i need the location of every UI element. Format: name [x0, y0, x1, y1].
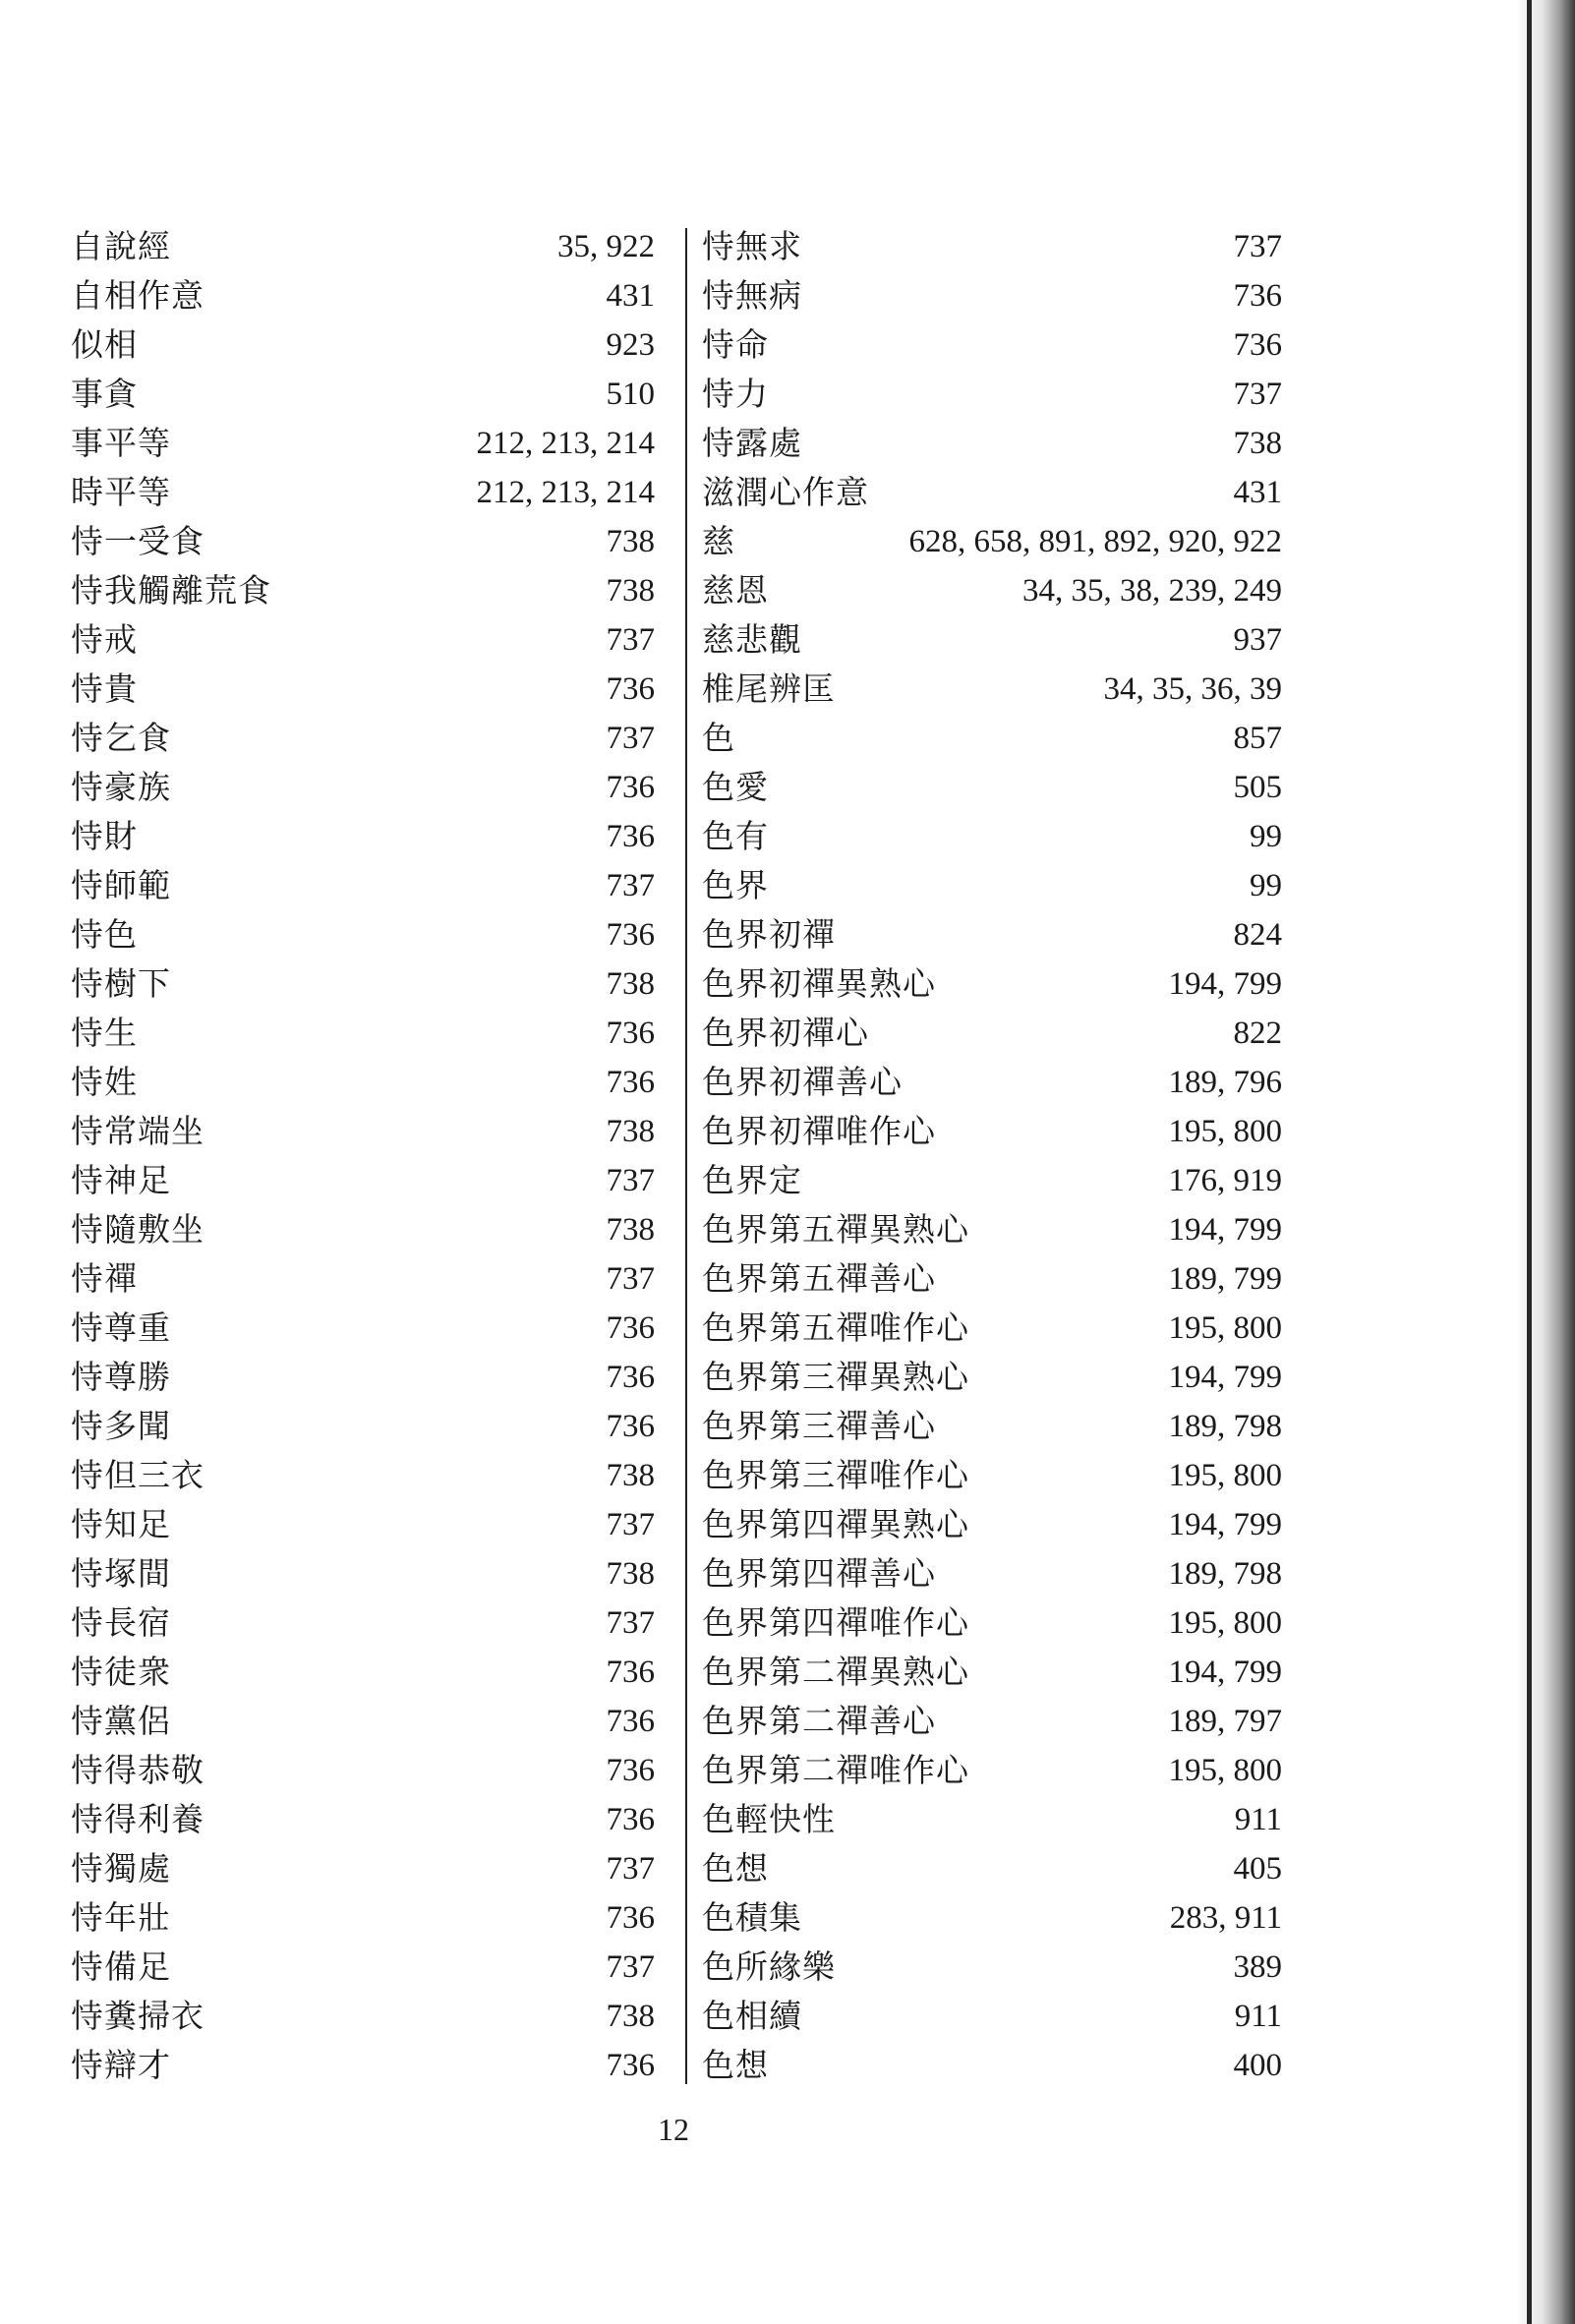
- index-entry: [71, 1304, 655, 1353]
- index-pages: 189, 798: [1168, 1556, 1282, 1592]
- index-pages: 736: [606, 1016, 655, 1051]
- index-term: 色界第三禪善心: [702, 1407, 936, 1445]
- index-entry: [702, 566, 1282, 615]
- index-pages: 195, 800: [1168, 1458, 1282, 1493]
- index-pages: 195, 800: [1168, 1605, 1282, 1641]
- index-pages: 736: [1233, 327, 1282, 363]
- index-term: 恃但三衣: [71, 1456, 204, 1494]
- index-pages: 505: [1233, 770, 1282, 805]
- index-term: 恃年壯: [71, 1898, 171, 1937]
- index-entry: [702, 517, 1282, 566]
- index-entry: [71, 615, 655, 665]
- index-term: 恃長宿: [71, 1603, 171, 1642]
- index-entry: [71, 665, 655, 714]
- index-entry: [702, 468, 1282, 517]
- index-entry: [71, 1598, 655, 1648]
- index-entry: [71, 1943, 655, 1992]
- index-pages: 736: [1233, 278, 1282, 314]
- index-column-left: [71, 222, 655, 2090]
- index-pages: 189, 797: [1168, 1704, 1282, 1739]
- index-pages: 857: [1233, 721, 1282, 756]
- index-term: 恃多聞: [71, 1407, 171, 1445]
- index-pages: 35, 922: [557, 229, 655, 264]
- index-term: 色: [702, 719, 735, 757]
- index-pages: 737: [606, 1261, 655, 1297]
- index-term: 恃姓: [71, 1063, 138, 1101]
- index-term: 恃糞掃衣: [71, 1997, 204, 2035]
- index-term: 慈悲觀: [702, 620, 802, 659]
- index-term: 色界第四禪異熟心: [702, 1505, 969, 1543]
- index-pages: 737: [606, 1605, 655, 1641]
- index-pages: 824: [1233, 917, 1282, 953]
- index-term: 色界第五禪唯作心: [702, 1308, 969, 1347]
- index-term: 事貪: [71, 375, 138, 413]
- index-pages: 738: [606, 573, 655, 609]
- index-pages: 738: [1233, 426, 1282, 461]
- index-column-right: [702, 222, 1282, 2090]
- index-pages: 510: [606, 377, 655, 412]
- index-entry: [71, 1107, 655, 1156]
- index-pages: 736: [606, 1900, 655, 1936]
- index-entry: [71, 1353, 655, 1402]
- index-term: 色界初禪心: [702, 1014, 869, 1052]
- index-entry: [71, 1893, 655, 1943]
- index-term: 恃獨處: [71, 1849, 171, 1888]
- index-term: 恃貴: [71, 669, 138, 708]
- index-term: 色所緣樂: [702, 1947, 836, 1986]
- index-term: 恃知足: [71, 1505, 171, 1543]
- index-term: 恃我觸離荒食: [71, 571, 271, 610]
- index-entry: [71, 812, 655, 861]
- index-pages: 736: [606, 1310, 655, 1346]
- index-pages: 431: [1233, 475, 1282, 510]
- index-term: 色相續: [702, 1997, 802, 2035]
- index-term: 恃師範: [71, 866, 171, 904]
- index-pages: 736: [606, 1704, 655, 1739]
- index-entry: [702, 320, 1282, 370]
- index-term: 恃無病: [702, 276, 802, 315]
- index-entry: [702, 1500, 1282, 1549]
- index-entry: [702, 271, 1282, 320]
- index-entry: [71, 1746, 655, 1795]
- index-entry: [702, 665, 1282, 714]
- index-term: 滋潤心作意: [702, 473, 869, 511]
- index-entry: [71, 1844, 655, 1893]
- index-pages: 736: [606, 1655, 655, 1690]
- index-term: 似相: [71, 325, 138, 364]
- index-term: 色界第二禪唯作心: [702, 1751, 969, 1789]
- index-term: 恃得利養: [71, 1800, 204, 1838]
- index-entry: [702, 1058, 1282, 1107]
- index-term: 色輕快性: [702, 1800, 836, 1838]
- index-entry: [71, 861, 655, 910]
- index-entry: [702, 1549, 1282, 1598]
- index-pages: 738: [606, 966, 655, 1002]
- index-entry: [702, 1697, 1282, 1746]
- index-term: 恃露處: [702, 424, 802, 462]
- index-term: 色愛: [702, 768, 769, 806]
- index-term: 恃黨侶: [71, 1702, 171, 1740]
- index-pages: 736: [606, 1753, 655, 1788]
- index-entry: [71, 1648, 655, 1697]
- index-entry: [71, 517, 655, 566]
- index-pages: 736: [606, 917, 655, 953]
- index-entry: [702, 1254, 1282, 1304]
- index-term: 色界定: [702, 1161, 802, 1199]
- index-pages: 737: [606, 1507, 655, 1542]
- index-term: 恃一受食: [71, 522, 204, 560]
- index-pages: 736: [606, 2048, 655, 2083]
- index-term: 色想: [702, 1849, 769, 1888]
- index-term: 色積集: [702, 1898, 802, 1937]
- index-entry: [71, 959, 655, 1009]
- index-term: 恃得恭敬: [71, 1751, 204, 1789]
- index-term: 恃戒: [71, 620, 138, 659]
- index-term: 恃樹下: [71, 964, 171, 1003]
- index-entry: [71, 1697, 655, 1746]
- index-entry: [702, 2041, 1282, 2090]
- page-edge-shadow: [1516, 0, 1575, 2324]
- index-entry: [71, 1549, 655, 1598]
- index-entry: [71, 370, 655, 419]
- index-entry: [71, 1009, 655, 1058]
- index-pages: 195, 800: [1168, 1753, 1282, 1788]
- index-entry: [702, 763, 1282, 812]
- index-entry: [71, 271, 655, 320]
- index-entry: [71, 1156, 655, 1205]
- index-pages: 937: [1233, 622, 1282, 658]
- index-term: 恃尊勝: [71, 1358, 171, 1396]
- index-term: 時平等: [71, 473, 171, 511]
- index-term: 色界第五禪異熟心: [702, 1210, 969, 1249]
- index-term: 恃徒衆: [71, 1653, 171, 1691]
- index-term: 色界第五禪善心: [702, 1259, 936, 1298]
- index-entry: [702, 812, 1282, 861]
- index-entry: [702, 1598, 1282, 1648]
- index-pages: 736: [606, 1065, 655, 1100]
- index-entry: [71, 1992, 655, 2041]
- index-entry: [702, 1943, 1282, 1992]
- index-term: 恃常端坐: [71, 1112, 204, 1150]
- index-entry: [71, 2041, 655, 2090]
- index-entry: [702, 1009, 1282, 1058]
- index-entry: [71, 1205, 655, 1254]
- index-entry: [71, 1254, 655, 1304]
- index-entry: [71, 566, 655, 615]
- index-pages: 194, 799: [1168, 1212, 1282, 1248]
- index-pages: 212, 213, 214: [476, 475, 655, 510]
- index-pages: 176, 919: [1168, 1163, 1282, 1198]
- index-pages: 738: [606, 1212, 655, 1248]
- index-pages: 195, 800: [1168, 1114, 1282, 1149]
- index-pages: 822: [1233, 1016, 1282, 1051]
- index-term: 色界: [702, 866, 769, 904]
- index-term: 色界初禪善心: [702, 1063, 903, 1101]
- index-pages: 737: [606, 721, 655, 756]
- index-term: 色想: [702, 2046, 769, 2084]
- index-entry: [702, 370, 1282, 419]
- index-term: 恃備足: [71, 1947, 171, 1986]
- index-entry: [702, 1304, 1282, 1353]
- index-pages: 736: [606, 1802, 655, 1837]
- index-entry: [71, 763, 655, 812]
- index-pages: 738: [606, 524, 655, 559]
- index-term: 色界第四禪善心: [702, 1554, 936, 1593]
- index-pages: 195, 800: [1168, 1310, 1282, 1346]
- index-entry: [702, 1451, 1282, 1500]
- index-pages: 737: [606, 622, 655, 658]
- index-entry: [702, 1107, 1282, 1156]
- index-term: 恃無求: [702, 227, 802, 265]
- index-term: 慈恩: [702, 571, 769, 610]
- index-term: 自說經: [71, 227, 171, 265]
- index-pages: 405: [1233, 1851, 1282, 1887]
- index-pages: 736: [606, 819, 655, 854]
- index-pages: 431: [606, 278, 655, 314]
- index-pages: 923: [606, 327, 655, 363]
- index-entry: [71, 1795, 655, 1844]
- index-term: 色有: [702, 817, 769, 855]
- index-term: 自相作意: [71, 276, 204, 315]
- index-term: 恃豪族: [71, 768, 171, 806]
- index-entry: [702, 910, 1282, 959]
- index-entry: [702, 1402, 1282, 1451]
- index-entry: [702, 615, 1282, 665]
- index-entry: [71, 714, 655, 763]
- index-entry: [71, 320, 655, 370]
- page-number: 12: [658, 2112, 689, 2147]
- index-pages: 194, 799: [1168, 1507, 1282, 1542]
- index-entry: [702, 959, 1282, 1009]
- index-entry: [702, 1844, 1282, 1893]
- index-pages: 189, 798: [1168, 1409, 1282, 1444]
- index-pages: 189, 799: [1168, 1261, 1282, 1297]
- index-pages: 737: [606, 1949, 655, 1985]
- index-entry: [702, 1893, 1282, 1943]
- index-term: 色界第二禪善心: [702, 1702, 936, 1740]
- index-term: 恃乞食: [71, 719, 171, 757]
- index-pages: 34, 35, 36, 39: [1103, 671, 1282, 707]
- index-pages: 628, 658, 891, 892, 920, 922: [908, 524, 1282, 559]
- index-term: 色界初禪唯作心: [702, 1112, 936, 1150]
- index-pages: 911: [1234, 1802, 1282, 1837]
- index-pages: 189, 796: [1168, 1065, 1282, 1100]
- index-pages: 736: [606, 770, 655, 805]
- index-term: 色界初禪: [702, 915, 836, 954]
- index-term: 色界第四禪唯作心: [702, 1603, 969, 1642]
- index-term: 色界第三禪唯作心: [702, 1456, 969, 1494]
- index-entry: [702, 419, 1282, 468]
- index-entry: [71, 910, 655, 959]
- index-term: 恃生: [71, 1014, 138, 1052]
- index-pages: 194, 799: [1168, 1655, 1282, 1690]
- index-pages: 737: [606, 868, 655, 903]
- page-edge-line: [1527, 0, 1532, 2324]
- index-entry: [702, 861, 1282, 910]
- index-pages: 738: [606, 1999, 655, 2034]
- index-entry: [71, 1451, 655, 1500]
- index-term: 恃神足: [71, 1161, 171, 1199]
- index-pages: 737: [606, 1163, 655, 1198]
- index-entry: [702, 1205, 1282, 1254]
- index-term: 恃尊重: [71, 1308, 171, 1347]
- index-entry: [71, 468, 655, 517]
- index-pages: 99: [1250, 819, 1282, 854]
- index-entry: [702, 1353, 1282, 1402]
- index-pages: 194, 799: [1168, 1360, 1282, 1395]
- index-entry: [702, 1746, 1282, 1795]
- index-pages: 737: [1233, 229, 1282, 264]
- index-term: 恃色: [71, 915, 138, 954]
- index-term: 恃力: [702, 375, 769, 413]
- index-term: 事平等: [71, 424, 171, 462]
- index-term: 色界初禪異熟心: [702, 964, 936, 1003]
- index-term: 慈: [702, 522, 735, 560]
- index-pages: 911: [1234, 1999, 1282, 2034]
- index-entry: [702, 1992, 1282, 2041]
- index-term: 色界第三禪異熟心: [702, 1358, 969, 1396]
- index-pages: 400: [1233, 2048, 1282, 2083]
- index-entry: [702, 1795, 1282, 1844]
- index-pages: 736: [606, 671, 655, 707]
- index-term: 恃財: [71, 817, 138, 855]
- index-pages: 738: [606, 1114, 655, 1149]
- index-entry: [702, 222, 1282, 271]
- column-divider: [685, 228, 687, 2084]
- index-entry: [71, 1402, 655, 1451]
- index-pages: 389: [1233, 1949, 1282, 1985]
- index-term: 恃隨敷坐: [71, 1210, 204, 1249]
- index-pages: 736: [606, 1409, 655, 1444]
- index-term: 色界第二禪異熟心: [702, 1653, 969, 1691]
- index-pages: 737: [1233, 377, 1282, 412]
- index-term: 恃禪: [71, 1259, 138, 1298]
- index-pages: 736: [606, 1360, 655, 1395]
- index-term: 恃辯才: [71, 2046, 171, 2084]
- index-term: 恃命: [702, 325, 769, 364]
- index-pages: 99: [1250, 868, 1282, 903]
- index-pages: 194, 799: [1168, 966, 1282, 1002]
- index-pages: 283, 911: [1169, 1900, 1282, 1936]
- index-pages: 737: [606, 1851, 655, 1887]
- index-pages: 738: [606, 1458, 655, 1493]
- index-entry: [71, 1500, 655, 1549]
- index-entry: [702, 1648, 1282, 1697]
- index-entry: [702, 1156, 1282, 1205]
- index-term: 椎尾辨匡: [702, 669, 836, 708]
- index-entry: [71, 1058, 655, 1107]
- index-entry: [702, 714, 1282, 763]
- index-pages: 738: [606, 1556, 655, 1592]
- index-pages: 34, 35, 38, 239, 249: [1022, 573, 1282, 609]
- index-pages: 212, 213, 214: [476, 426, 655, 461]
- index-term: 恃塚間: [71, 1554, 171, 1593]
- index-entry: [71, 222, 655, 271]
- index-entry: [71, 419, 655, 468]
